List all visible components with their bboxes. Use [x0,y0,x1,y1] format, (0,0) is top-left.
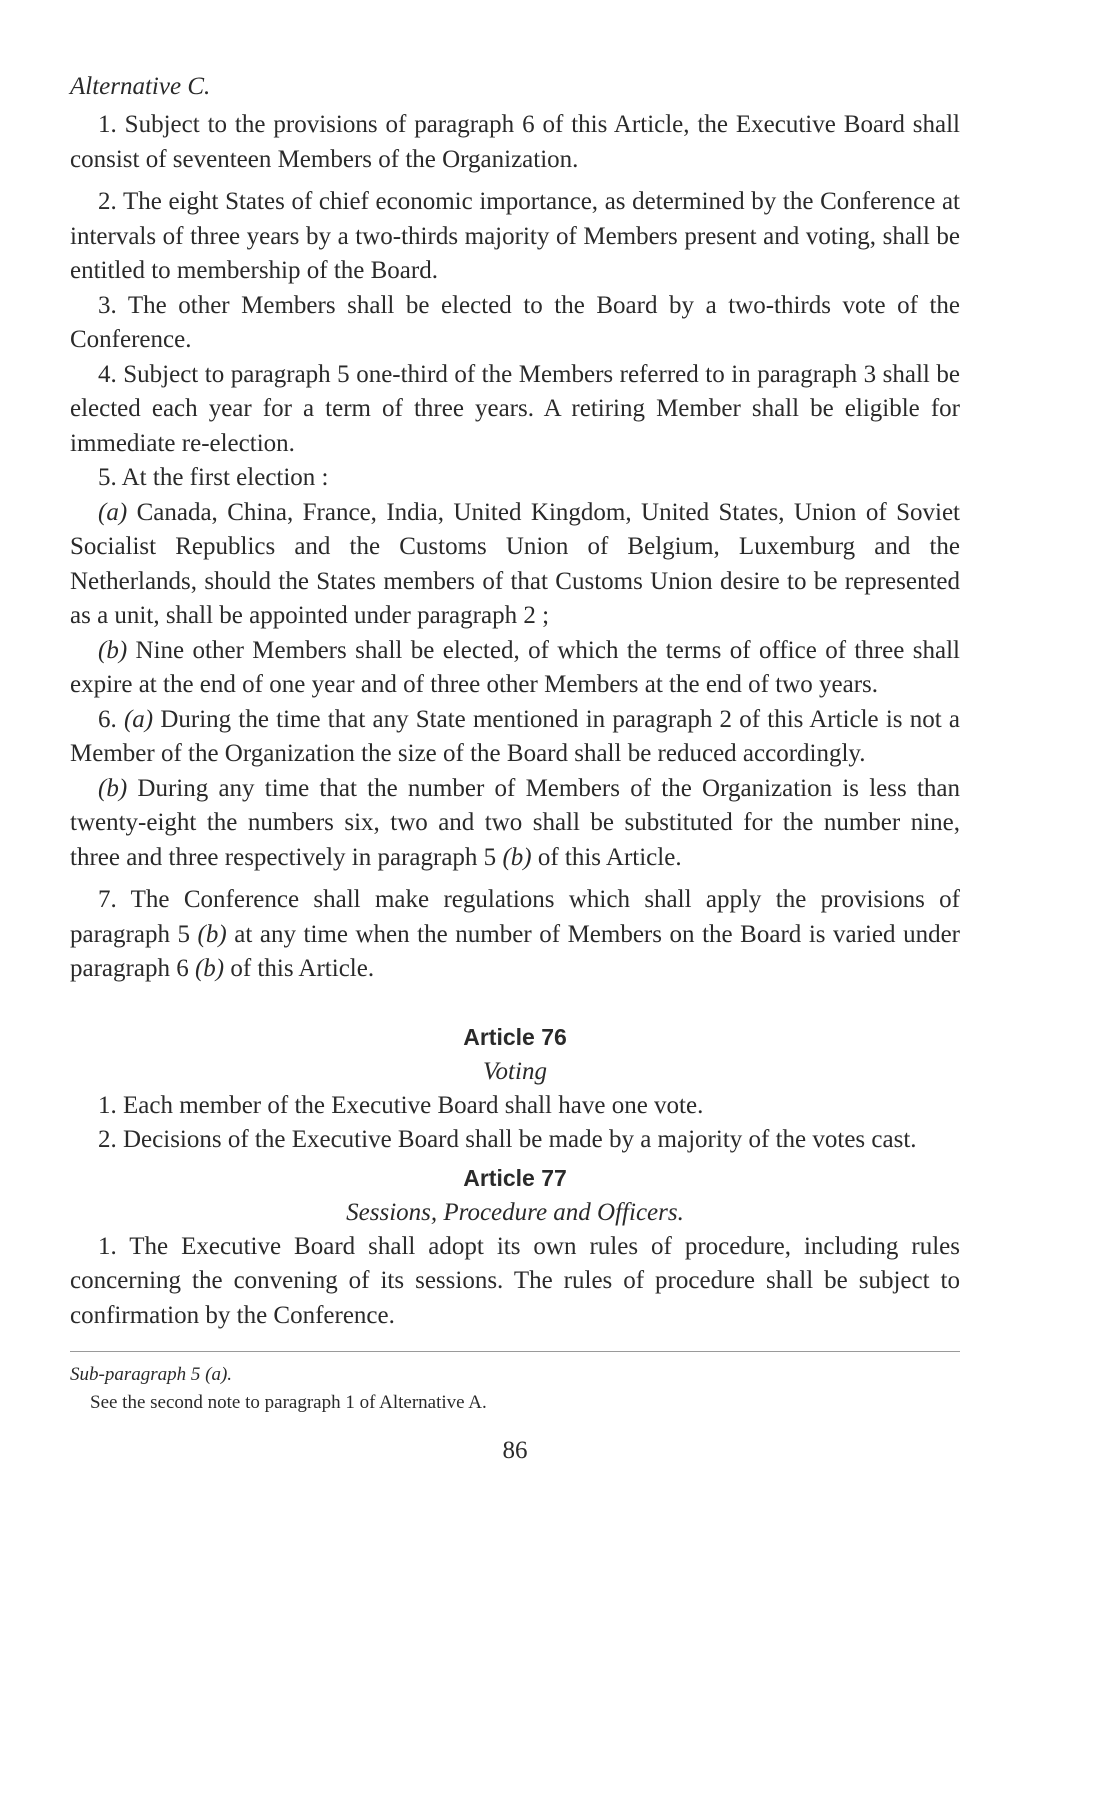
paragraph-7-text-middle: at any time when the number of Members on the Board is varied under paragraph 6 [70,920,960,982]
paragraph-1: 1. Subject to the provisions of paragraph 6 of this Article, the Executive Board shall consist of seventeen Members of the Organization. [70,111,960,173]
paragraph-5b [70,634,960,703]
paragraph-2: 2. The eight States of chief economic importance, as determined by the Conference at intervals of three years by a two-thirds majority of Members present and voting, shall be entitled to membership of the Board. [70,188,960,284]
paragraph-6b-text-before: During any time that the number of Members of the Organization is less than twenty-eight the numbers six, two and two shall be substituted for the number nine, three and three respectively in paragraph 5 [70,774,960,871]
paragraph-7 [70,883,960,987]
paragraph-6a [70,703,960,772]
paragraph-6b-ref-label: (b) [502,843,532,871]
article-77-paragraph-1: 1. The Executive Board shall adopt its own rules of procedure, including rules concerning the convening of its sessions. The rules of procedure shall be subject to confirmation by the Conference. [70,1232,960,1329]
paragraph-4: 4. Subject to paragraph 5 one-third of the Members referred to in paragraph 3 shall be elected each year for a term of three years. A retiring Member shall be eligible for immediate re-election. [70,360,960,457]
paragraph-6a-text: During the time that any State mentioned in paragraph 2 of this Article is not a Member of the Organization the size of the Board shall be reduced accordingly. [70,705,961,767]
page-number: 86 [502,1437,528,1464]
paragraph-3: 3. The other Members shall be elected to the Board by a two-thirds vote of the Conference. [70,291,960,353]
paragraph-6a-label: (a) [123,705,154,733]
document-page [70,70,960,1468]
paragraph-5a [70,496,960,634]
paragraph-5: 5. At the first election : [98,464,329,491]
paragraph-6b-label: (b) [98,774,128,802]
paragraph-5b-text: Nine other Members shall be elected, of which the terms of office of three shall expire at the end of one year and of three other Members at the end of two years. [70,636,960,698]
paragraph-5a-text: Canada, China, France, India, United Kingdom, United States, Union of Soviet Socialist Republics and the Customs Union of Belgium, Luxemburg and the Netherlands, should the States members of that Customs Union desire to be represented as a unit, shall be appointed under paragraph 2 ; [70,498,960,629]
footnote-text: See the second note to paragraph 1 of Alternative A. [90,1392,487,1413]
paragraph-6-prefix: 6. [98,705,124,733]
paragraph-5a-label: (a) [98,498,128,526]
paragraph-7-text-after: of this Article. [224,955,375,982]
article-76-paragraph-2: 2. Decisions of the Executive Board shall be made by a majority of the votes cast. [98,1126,917,1153]
article-76-heading: Article 76 [463,1023,567,1050]
paragraph-5b-label: (b) [98,636,128,664]
paragraph-7-ref-2: (b) [194,955,225,982]
footnote-divider [70,1351,960,1352]
alternative-heading: Alternative C. [70,73,211,100]
paragraph-6b [70,772,960,876]
article-76-paragraph-1: 1. Each member of the Executive Board shall have one vote. [98,1091,704,1119]
paragraph-6b-text-after: of this Article. [531,843,682,871]
article-76-subtitle: Voting [483,1057,547,1085]
paragraph-7-ref-1: (b) [197,920,227,948]
paragraph-7-text-before: 7. The Conference shall make regulations which shall apply the provisions of paragraph 5 [70,886,960,948]
article-77-subtitle: Sessions, Procedure and Officers. [346,1198,684,1226]
article-77-heading: Article 77 [463,1164,567,1191]
footnote-title: Sub-paragraph 5 (a). [70,1364,233,1385]
